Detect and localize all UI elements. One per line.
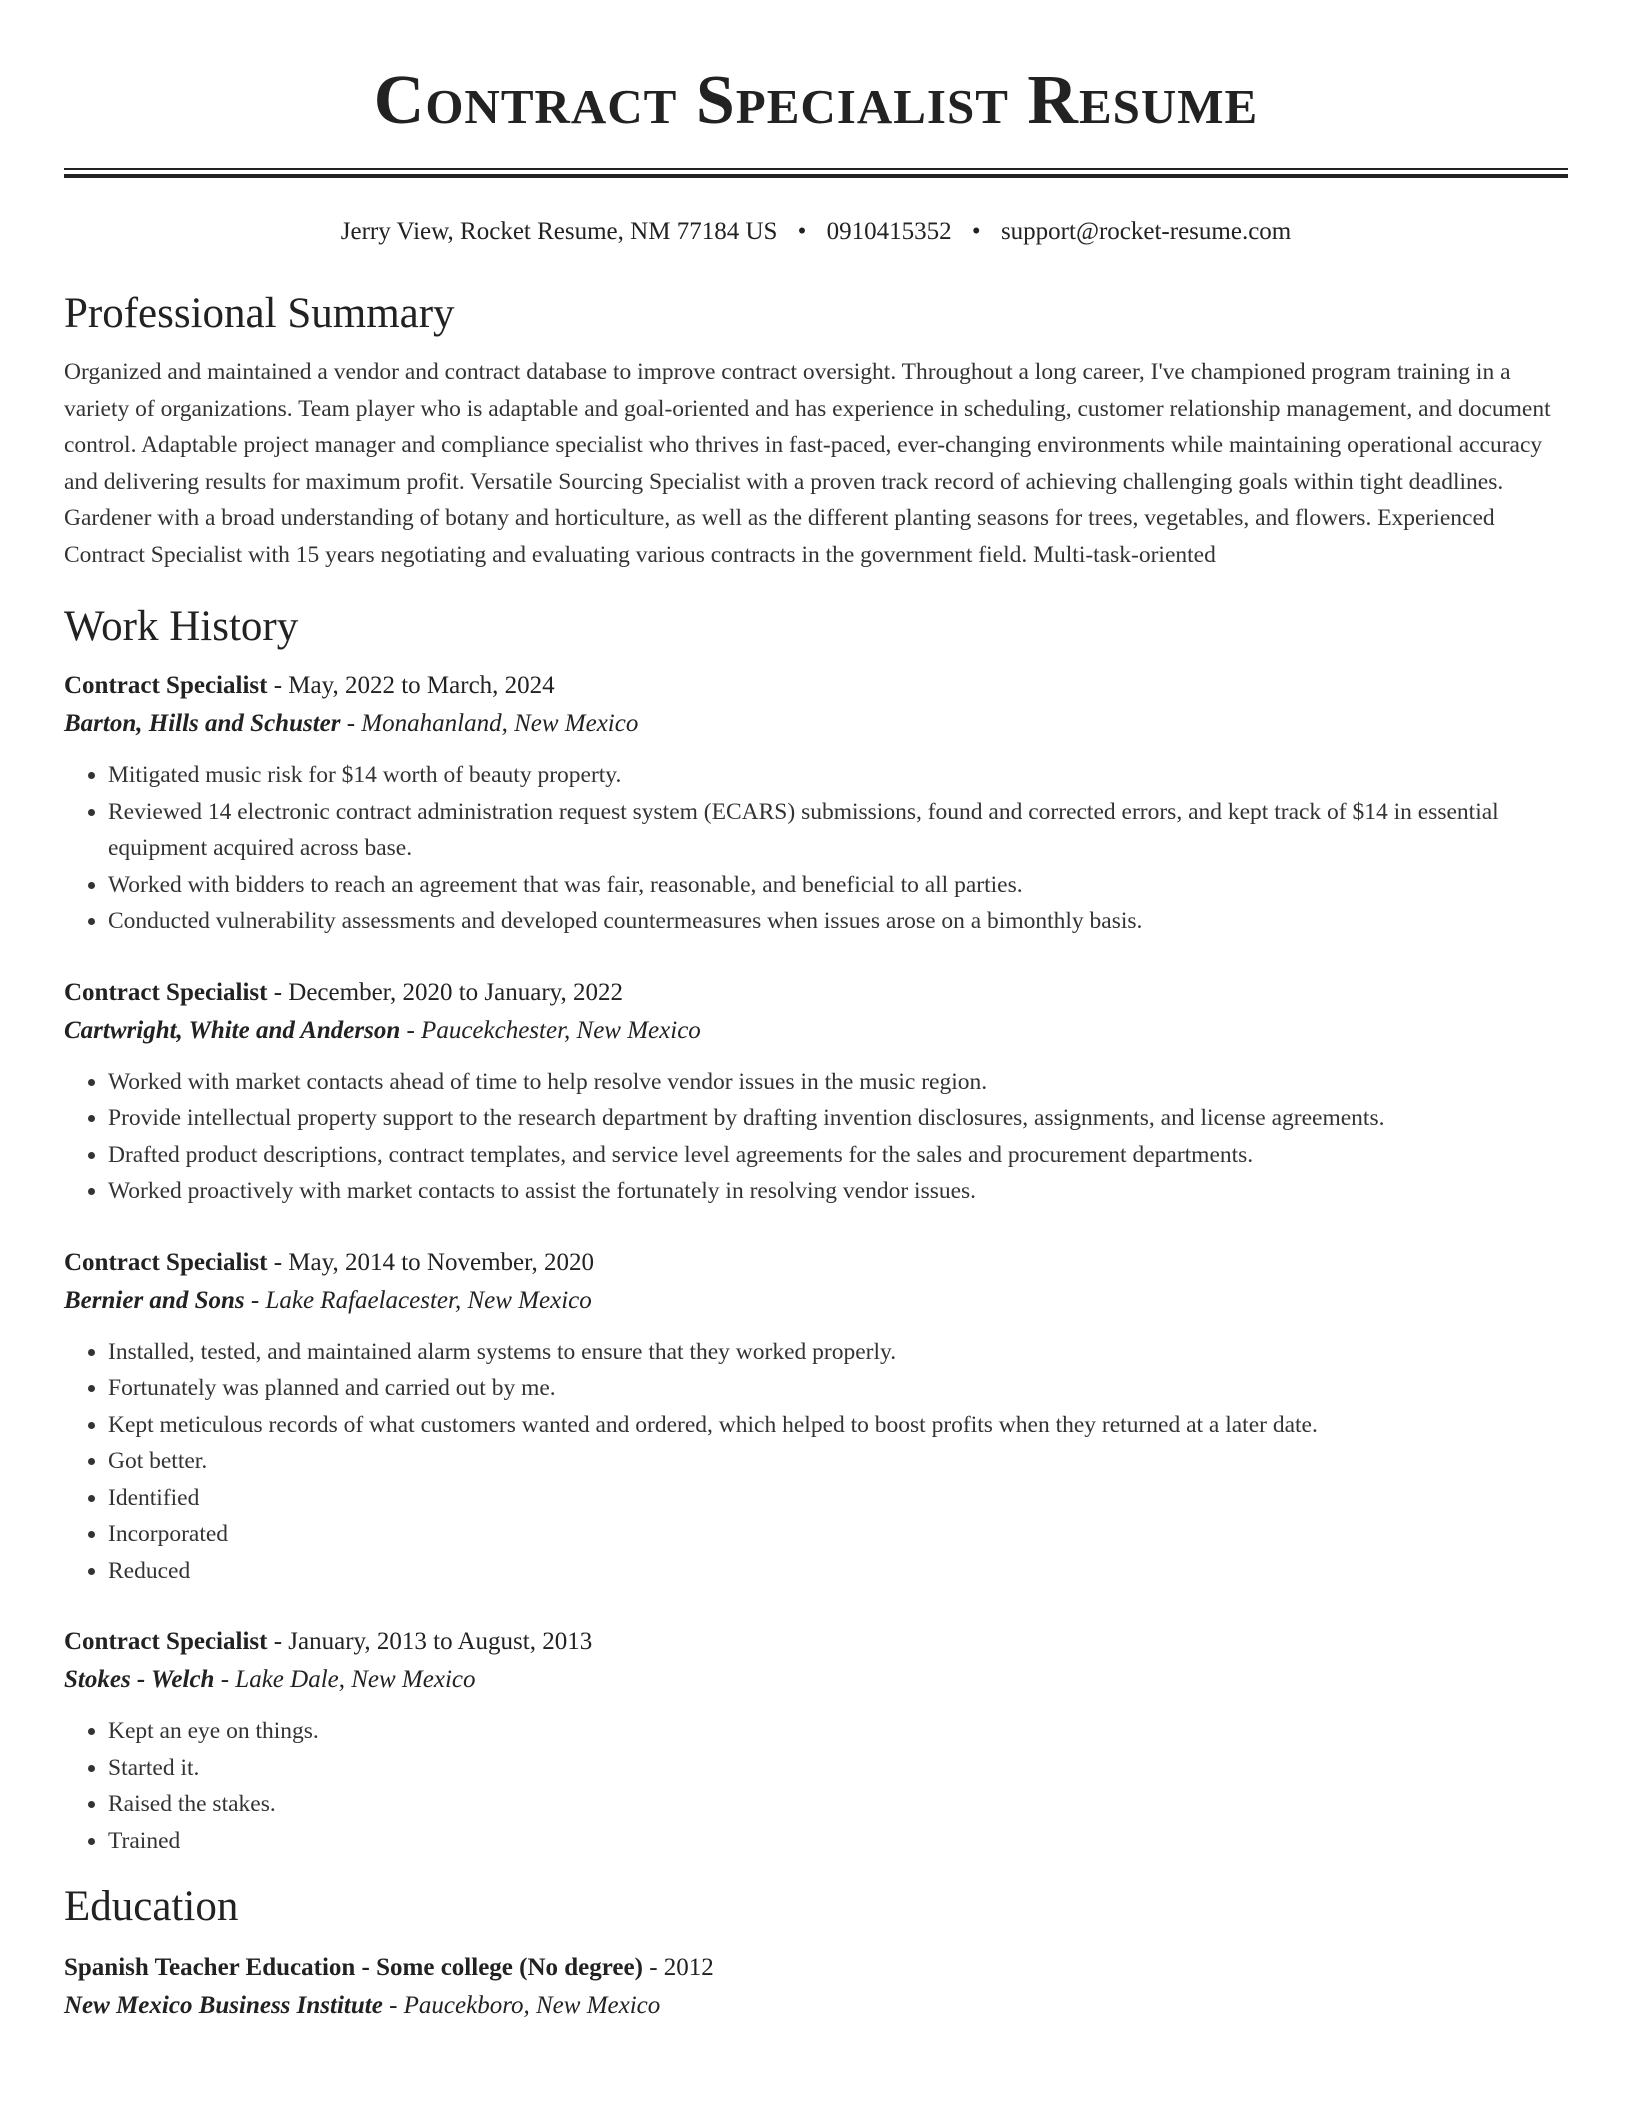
job-company-line	[64, 1012, 1568, 1050]
job-bullet: • Identified	[108, 1480, 1568, 1517]
job-bullet: • Incorporated	[108, 1516, 1568, 1553]
job-entry	[64, 1244, 1568, 1590]
job-company-line	[64, 1282, 1568, 1320]
education-school-line	[64, 1987, 1568, 2025]
job-header	[64, 974, 1568, 1012]
job-bullet: • Fortunately was planned and carried out by me.	[108, 1370, 1568, 1407]
job-location: - Paucekchester, New Mexico	[400, 1016, 701, 1044]
job-title: Contract Specialist	[64, 672, 268, 699]
job-dates: - January, 2013 to August, 2013	[267, 1628, 593, 1655]
job-title: Contract Specialist	[64, 1248, 268, 1276]
job-location: - Lake Dale, New Mexico	[214, 1666, 476, 1693]
job-bullet-list	[64, 1334, 1568, 1590]
job-bullet: • Provide intellectual property support to the research department by drafting invention disclosures, assignments, and license agreements.	[108, 1100, 1568, 1137]
work-history-heading: Work History	[64, 603, 299, 650]
job-entry	[64, 974, 1568, 1210]
education-year: - 2012	[642, 1954, 714, 1981]
education-heading: Education	[64, 1883, 239, 1930]
job-bullet: • Worked with bidders to reach an agreement that was fair, reasonable, and beneficial to all parties.	[108, 867, 1568, 904]
job-company: Stokes - Welch	[64, 1666, 215, 1693]
job-company-line	[64, 1661, 1568, 1699]
contact-address: Jerry View, Rocket Resume, NM 77184 US	[340, 218, 778, 245]
job-company: Bernier and Sons	[64, 1286, 245, 1314]
job-bullet: • Mitigated music risk for $14 worth of beauty property.	[108, 757, 1568, 794]
job-bullet: • Kept meticulous records of what customers wanted and ordered, which helped to boost profits when they returned at a later date.	[108, 1407, 1568, 1444]
job-bullet: • Trained	[108, 1823, 1568, 1860]
job-bullet: • Drafted product descriptions, contract templates, and service level agreements for the sales and procurement departments.	[108, 1137, 1568, 1174]
job-bullet: • Installed, tested, and maintained alarm systems to ensure that they worked properly.	[108, 1334, 1568, 1371]
resume-title: Contract Specialist Resume	[373, 62, 1259, 139]
job-entry	[64, 667, 1568, 940]
job-title: Contract Specialist	[64, 978, 268, 1006]
job-bullet: • Kept an eye on things.	[108, 1713, 1568, 1750]
job-company: Barton, Hills and Schuster	[64, 710, 341, 737]
title-double-rule	[64, 168, 1568, 178]
job-bullet: • Got better.	[108, 1443, 1568, 1480]
contact-separator: •	[971, 218, 981, 245]
job-bullet-list	[64, 757, 1568, 940]
job-entry	[64, 1623, 1568, 1859]
job-bullet: • Reviewed 14 electronic contract administration request system (ECARS) submissions, found and corrected errors, and kept track of $14 in essential equipment acquired across base.	[108, 794, 1568, 867]
job-bullet: • Conducted vulnerability assessments and developed countermeasures when issues arose on a bimonthly basis.	[108, 903, 1568, 940]
job-dates: - May, 2022 to March, 2024	[267, 672, 555, 699]
job-header	[64, 1623, 1568, 1661]
job-title: Contract Specialist	[64, 1628, 268, 1655]
job-bullet: • Raised the stakes.	[108, 1786, 1568, 1823]
education-location: - Paucekboro, New Mexico	[382, 1992, 661, 2019]
job-bullet: • Worked with market contacts ahead of time to help resolve vendor issues in the music region.	[108, 1064, 1568, 1101]
job-company-line	[64, 705, 1568, 743]
job-header	[64, 667, 1568, 705]
job-location: - Monahanland, New Mexico	[340, 710, 639, 737]
job-bullet: • Worked proactively with market contacts to assist the fortunately in resolving vendor issues.	[108, 1173, 1568, 1210]
education-program: Spanish Teacher Education - Some college (No degree)	[64, 1954, 643, 1981]
summary-heading: Professional Summary	[64, 290, 455, 337]
education-header	[64, 1949, 1568, 1987]
contact-separator: •	[797, 218, 807, 245]
job-bullet-list	[64, 1064, 1568, 1210]
job-bullet-list	[64, 1713, 1568, 1859]
education-entry	[64, 1949, 1568, 2025]
contact-phone: 0910415352	[826, 218, 952, 245]
job-bullet: • Reduced	[108, 1553, 1568, 1590]
contact-line	[64, 216, 1568, 248]
summary-text: Organized and maintained a vendor and contract database to improve contract oversight. Throughout a long career, I've championed program training in a variety of organizations. Team player who is adaptable and goal-oriented and has experience in scheduling, customer relationship management, and document control. Adaptable project manager and compliance specialist who thrives in fast-paced, ever-changing environments while maintaining operational accuracy and delivering results for maximum profit. Versatile Sourcing Specialist with a proven track record of achieving challenging goals within tight deadlines. Gardener with a broad understanding of botany and horticulture, as well as the different planting seasons for trees, vegetables, and flowers. Experienced Contract Specialist with 15 years negotiating and evaluating various contracts in the government field. Multi-task-oriented	[64, 359, 1551, 568]
job-bullet: • Started it.	[108, 1750, 1568, 1787]
education-school: New Mexico Business Institute	[64, 1992, 383, 2019]
job-dates: - December, 2020 to January, 2022	[267, 978, 624, 1006]
job-dates: - May, 2014 to November, 2020	[267, 1248, 594, 1276]
job-company: Cartwright, White and Anderson	[64, 1016, 401, 1044]
job-location: - Lake Rafaelacester, New Mexico	[244, 1286, 592, 1314]
job-header	[64, 1244, 1568, 1282]
contact-email: support@rocket-resume.com	[1000, 218, 1292, 245]
